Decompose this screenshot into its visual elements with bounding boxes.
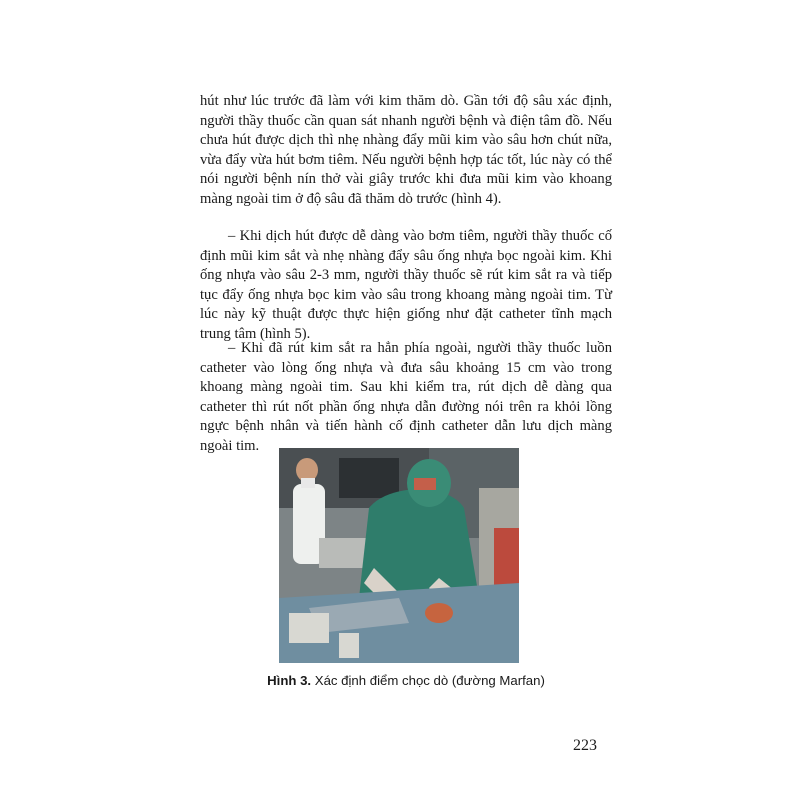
procedure-photo [279,448,519,663]
paragraph-2: – Khi dịch hút được dễ dàng vào bơm tiêm, người thầy thuốc cố định mũi kim sắt và nhẹ nhàng đẩy sâu ống nhựa bọc ngoài kim. Khi ống nhựa vào sâu 2-3 mm, người thầy thuốc sẽ rút kim sắt ra và tiếp tục đẩy ống nhựa bọc kim vào sâu trong khoang màng ngoài tim. Từ lúc này kỹ thuật được thực hiện giống như đặt catheter tĩnh mạch trung tâm (hình 5). [200,228,612,342]
paragraph-1: hút như lúc trước đã làm với kim thăm dò. Gần tới độ sâu xác định, người thầy thuốc cần quan sát nhanh người bệnh và điện tâm đồ. Nếu chưa hút được dịch thì nhẹ nhàng đẩy mũi kim vào sâu hơn chút nữa, vừa đẩy vừa hút bơm tiêm. Nếu người bệnh hợp tác tốt, lúc này có thể nói người bệnh nín thở vài giây trước khi đưa mũi kim vào khoang màng ngoài tim ở độ sâu đã thăm dò trước (hình 4). [200,93,612,207]
paragraph-3: – Khi đã rút kim sắt ra hẳn phía ngoài, người thầy thuốc luồn catheter vào lòng ống nhựa và đưa sâu khoảng 15 cm vào trong khoang màng ngoài tim. Sau khi kiểm tra, rút dịch dễ dàng qua catheter thì rút nốt phần ống nhựa dẫn đường nói trên ra khỏi lồng ngực bệnh nhân và tiến hành cố định catheter dẫn lưu dịch màng ngoài tim. [200,340,612,454]
figure-caption [200,673,612,689]
figure-caption-text: Xác định điểm chọc dò (đường Marfan) [314,673,545,688]
page-number: 223 [573,737,597,754]
figure-label: Hình 3. [267,673,312,688]
procedure-photo-illustration [279,448,519,663]
